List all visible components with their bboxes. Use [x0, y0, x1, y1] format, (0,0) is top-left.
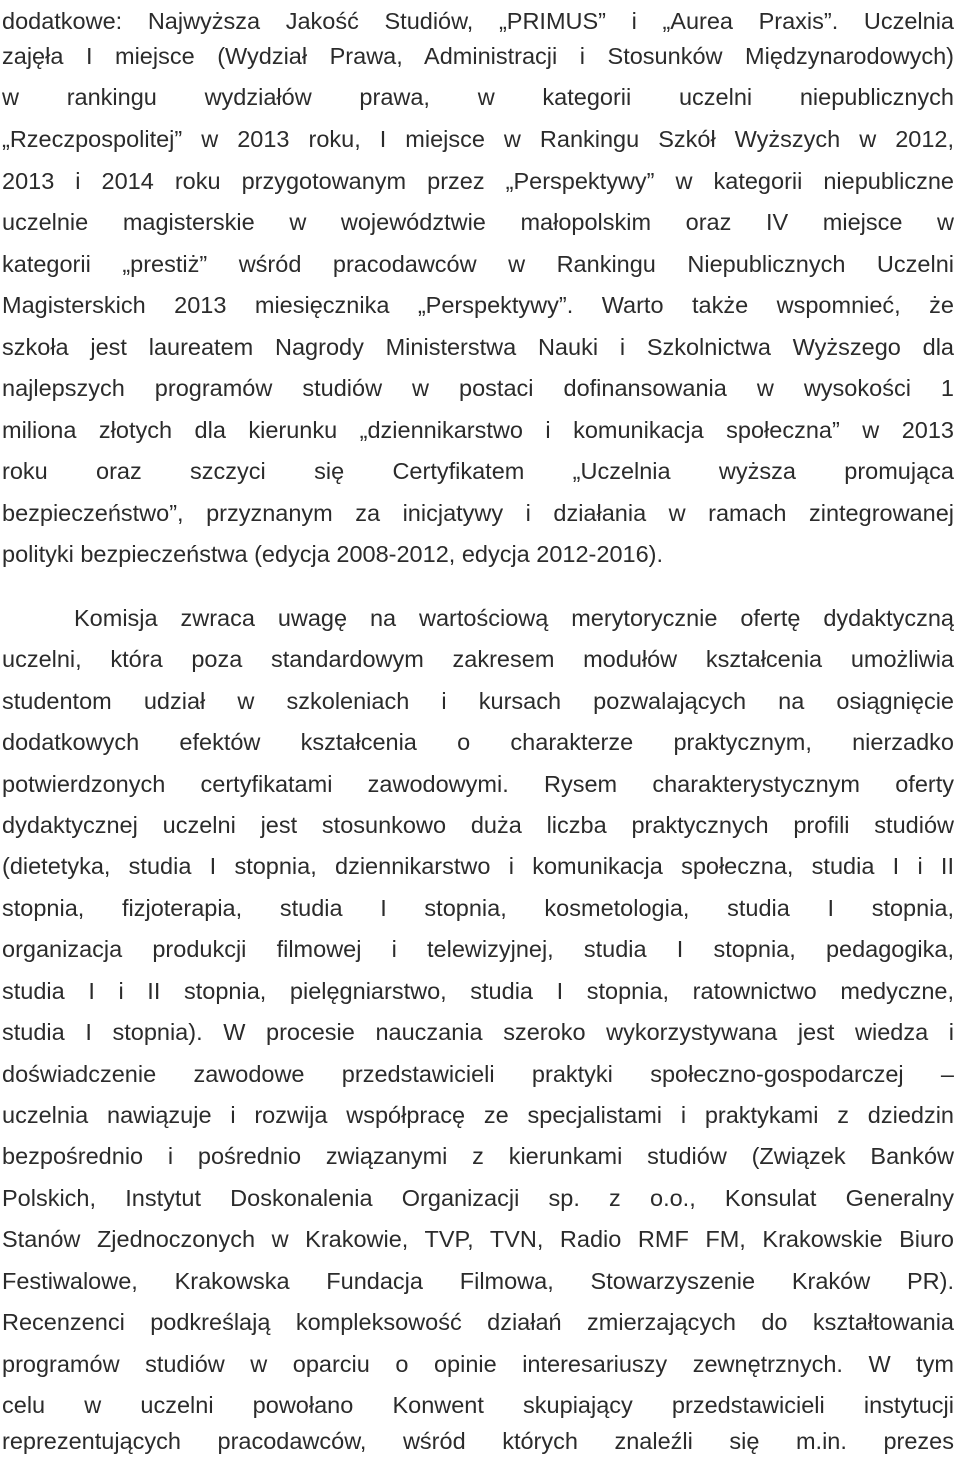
- text-line: bezpośrednio i pośrednio związanymi z kierunkami studiów (Związek Banków: [2, 1143, 954, 1169]
- text-line: celu w uczelni powołano Konwent skupiający przedstawicieli instytucji: [2, 1392, 954, 1418]
- text-line: Festiwalowe, Krakowska Fundacja Filmowa, Stowarzyszenie Kraków PR).: [2, 1268, 954, 1294]
- text-line: studentom udział w szkoleniach i kursach pozwalających na osiągnięcie: [2, 688, 954, 714]
- text-line: uczelnie magisterskie w województwie małopolskim oraz IV miejsce w: [2, 209, 954, 235]
- text-line: roku oraz szczyci się Certyfikatem „Uczelnia wyższa promująca: [2, 458, 954, 484]
- text-line: (dietetyka, studia I stopnia, dziennikarstwo i komunikacja społeczna, studia I i II: [2, 853, 954, 879]
- text-line: doświadczenie zawodowe przedstawicieli praktyki społeczno-gospodarczej –: [2, 1061, 954, 1087]
- text-line: Recenzenci podkreślają kompleksowość działań zmierzających do kształtowania: [2, 1309, 954, 1335]
- text-line: reprezentujących pracodawców, wśród których znaleźli się m.in. prezes: [2, 1428, 954, 1454]
- text-line: najlepszych programów studiów w postaci dofinansowania w wysokości 1: [2, 375, 954, 401]
- text-line: studia I i II stopnia, pielęgniarstwo, studia I stopnia, ratownictwo medyczne,: [2, 978, 954, 1004]
- text-line: Komisja zwraca uwagę na wartościową merytorycznie ofertę dydaktyczną: [74, 605, 954, 631]
- text-line: potwierdzonych certyfikatami zawodowymi. Rysem charakterystycznym oferty: [2, 771, 954, 797]
- text-line: 2013 i 2014 roku przygotowanym przez „Perspektywy” w kategorii niepubliczne: [2, 168, 954, 194]
- text-line: uczelnia nawiązuje i rozwija współpracę ze specjalistami i praktykami z dziedzin: [2, 1102, 954, 1128]
- text-line: bezpieczeństwo”, przyznanym za inicjatywy i działania w ramach zintegrowanej: [2, 500, 954, 526]
- text-line: studia I stopnia). W procesie nauczania szeroko wykorzystywana jest wiedza i: [2, 1019, 954, 1045]
- text-line: kategorii „prestiż” wśród pracodawców w Rankingu Niepublicznych Uczelni: [2, 251, 954, 277]
- text-line: „Rzeczpospolitej” w 2013 roku, I miejsce w Rankingu Szkół Wyższych w 2012,: [2, 126, 954, 152]
- text-line: zajęła I miejsce (Wydział Prawa, Administracji i Stosunków Międzynarodowych): [2, 43, 954, 69]
- text-line: dodatkowych efektów kształcenia o charakterze praktycznym, nierzadko: [2, 729, 954, 755]
- text-line: dodatkowe: Najwyższa Jakość Studiów, „PRIMUS” i „Aurea Praxis”. Uczelnia: [2, 8, 954, 34]
- text-line: Magisterskich 2013 miesięcznika „Perspektywy”. Warto także wspomnieć, że: [2, 292, 954, 318]
- text-line: programów studiów w oparciu o opinie interesariuszy zewnętrznych. W tym: [2, 1351, 954, 1377]
- text-line: szkoła jest laureatem Nagrody Ministerstwa Nauki i Szkolnictwa Wyższego dla: [2, 334, 954, 360]
- text-line: Polskich, Instytut Doskonalenia Organizacji sp. z o.o., Konsulat Generalny: [2, 1185, 954, 1211]
- text-line: polityki bezpieczeństwa (edycja 2008-2012, edycja 2012-2016).: [2, 541, 664, 567]
- text-line: Stanów Zjednoczonych w Krakowie, TVP, TVN, Radio RMF FM, Krakowskie Biuro: [2, 1226, 954, 1252]
- text-line: miliona złotych dla kierunku „dziennikarstwo i komunikacja społeczna” w 2013: [2, 417, 954, 443]
- text-line: dydaktycznej uczelni jest stosunkowo duża liczba praktycznych profili studiów: [2, 812, 954, 838]
- text-line: organizacja produkcji filmowej i telewizyjnej, studia I stopnia, pedagogika,: [2, 936, 954, 962]
- text-line: stopnia, fizjoterapia, studia I stopnia, kosmetologia, studia I stopnia,: [2, 895, 954, 921]
- text-line: uczelni, która poza standardowym zakresem modułów kształcenia umożliwia: [2, 646, 954, 672]
- text-line: w rankingu wydziałów prawa, w kategorii uczelni niepublicznych: [2, 84, 954, 110]
